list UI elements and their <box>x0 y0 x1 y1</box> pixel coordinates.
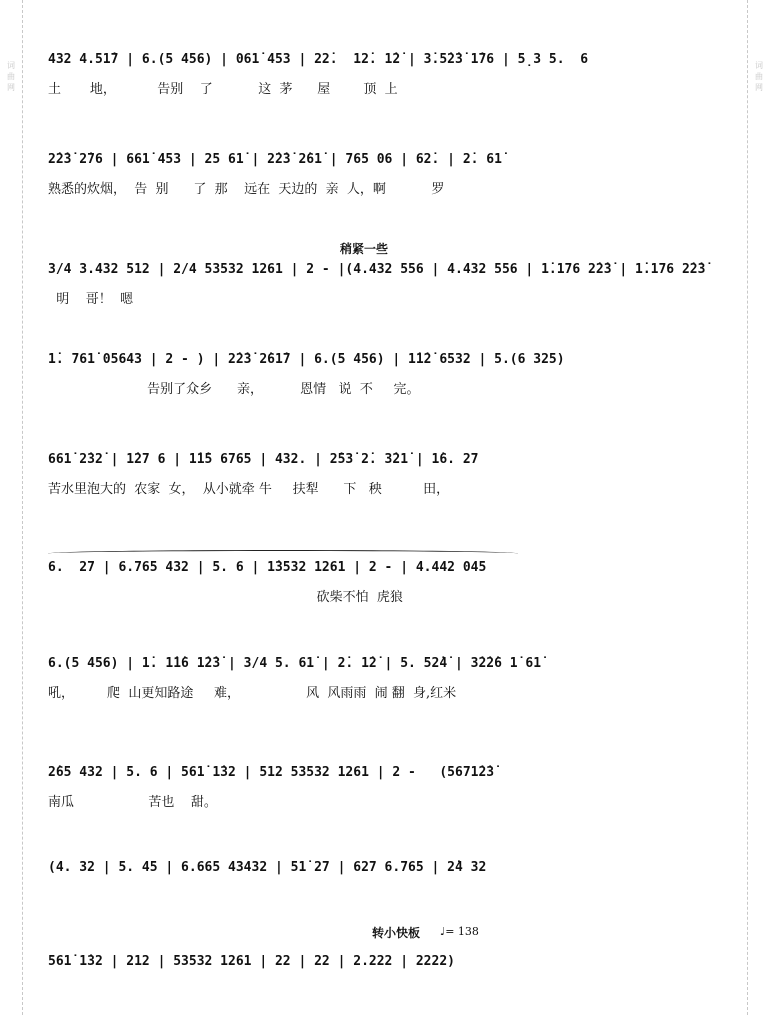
lyrics-row: 明 哥！ 嗯 <box>48 292 134 307</box>
watermark-char: 词 <box>7 61 15 70</box>
lyrics-row: 告别了众乡 亲， 恩情 说 不 完。 <box>48 382 420 397</box>
watermark-char: 曲 <box>7 72 15 81</box>
notation-row: 2̇2̇3̇ 2̇76 | 661̇ 453 | 25 61̇ | 2̇2̇3̇ 2̇61̇ | 765 06 | 62̇. | 2̇. 61̇ <box>48 152 502 167</box>
tempo-change-marking: 转小快板 <box>372 926 421 940</box>
watermark-char: 网 <box>755 83 763 92</box>
notation-row: 1̇. 761̇ 05643 | 2 - ) | 2̇2̇3̇ 2̇61̇7 | 6.(5 456) | 1̇1̇2̇ 6532 | 5.(6 325) <box>48 352 565 367</box>
lyrics-row: 吼， 爬 山更知路途 难， 风 风雨雨 闹 翻 身,红米 <box>48 686 457 701</box>
left-watermark-strip <box>0 0 23 1015</box>
right-watermark-strip <box>747 0 770 1015</box>
lyrics-row: 熟悉的炊烟， 告 别 了 那 远在 天边的 亲 人，啊 罗 <box>48 182 445 197</box>
notation-row: 2̇65 432 | 5. 6 | 561̇ 1̇32 | 512 53532 1261 | 2 - (5671̇2̇3̇ <box>48 765 495 780</box>
lyrics-row: 砍柴不怕 虎狼 <box>48 590 403 605</box>
notation-row: (4. 32 | 5. 45 | 6.665 43432 | 51̇ 27 | 627 6.765 | 2̇4 32 <box>48 860 487 875</box>
watermark-char: 网 <box>7 83 15 92</box>
slur <box>48 550 518 557</box>
watermark-char: 词 <box>755 61 763 70</box>
notation-row: 6. 27 | 6.765 432 | 5. 6 | 1̇3532 1261 | 2 - | 4.442 045 <box>48 560 487 575</box>
lyrics-row: 土 地， 告别 了 这 茅 屋 顶 上 <box>48 82 398 97</box>
notation-row: 432 4.51̇7 | 6.(5 456) | 061̇ 453 | 22̇. 12̇. 1̇2̇ | 3̇.5̇2̇3̇ 1̇76 | 5̣3 5. 6 <box>48 52 589 67</box>
metronome-marking: ♩= 138 <box>440 925 479 938</box>
notation-row: 6.(5 456) | 1̇. 1̇1̇6 1̇2̇3̇ | 3/4 5. 61̇ | 2̇. 1̇2̇ | 5. 52̇4̇ | 3̇2̇2̇6 1̇ 61̇ <box>48 656 542 671</box>
lyrics-row: 苦水里泡大的 农家 女， 从小就牵 牛 扶犁 下 秧 田， <box>48 482 450 497</box>
watermark-char: 曲 <box>755 72 763 81</box>
notation-row: 661̇ 2̇32̇ | 1̇27 6 | 1̇1̇5 6765 | 432. | 2̇53̇ 2̇. 3̇21̇ | 1̇6. 27 <box>48 452 479 467</box>
lyrics-row: 南瓜 苦也 甜。 <box>48 795 217 810</box>
notation-row: 3/4 3.432 512 | 2/4 53532 1261 | 2 - |(4.432 556 | 4.432 556 | 1̇.176 2̇2̇3̇ | 1̇.176 2̇2̇3̇ <box>48 262 706 277</box>
notation-row: 561̇ 1̇32 | 212 | 53532 1261 | 22 | 22 | 2.222 | 2222) <box>48 954 455 969</box>
tempo-marking: 稍紧一些 <box>340 242 389 256</box>
